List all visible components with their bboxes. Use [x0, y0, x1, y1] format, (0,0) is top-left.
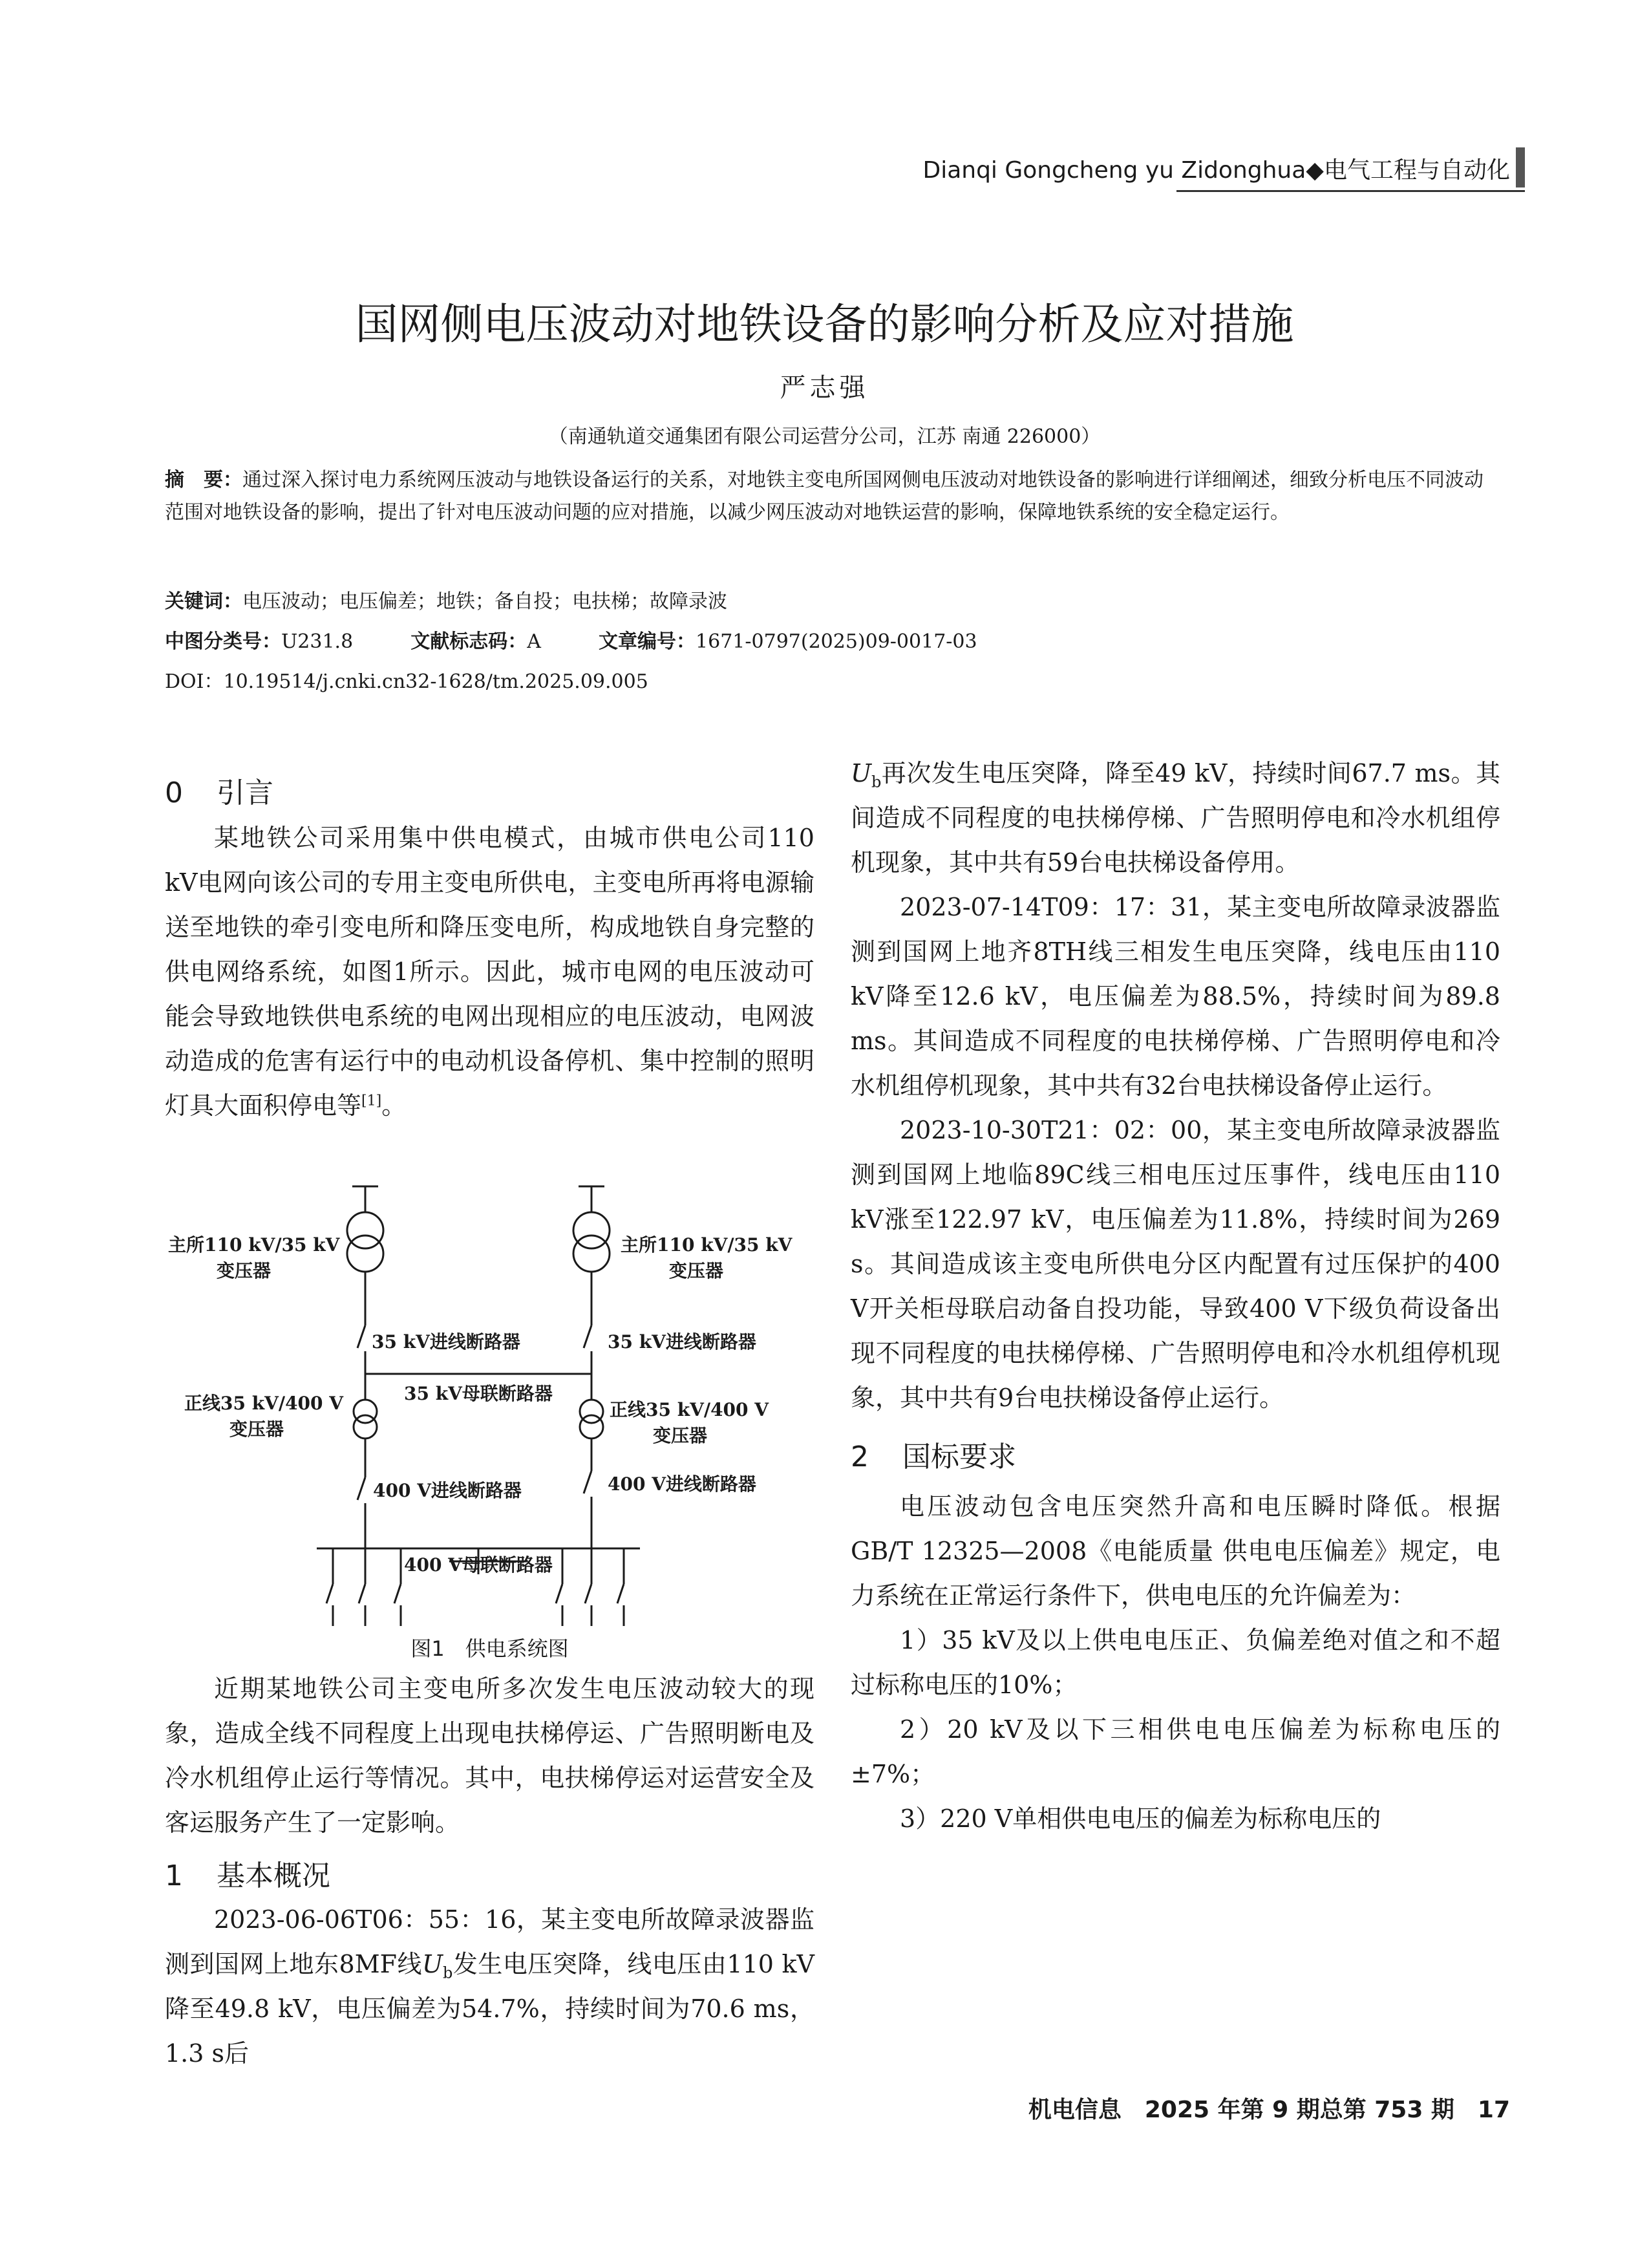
article-author: 严志强 [780, 373, 869, 403]
abstract [165, 464, 1490, 529]
running-header: Dianqi Gongcheng yu Zidonghua◆电气工程与自动化 [922, 157, 1510, 184]
header-bar [1516, 147, 1525, 187]
right-main-tx-coil-1 [573, 1212, 610, 1248]
s1-p1-part-c: 再次发生电压突降，降至49 kV，持续时间67.7 ms。其间造成不同程度的电扶梯停梯、广告照明停电和冷水机组停机现象，其中共有59台电扶梯设备停用。 [851, 759, 1500, 877]
s1-paragraph-1-left [165, 1898, 814, 2068]
intro-p1-text: 某地铁公司采用集中供电模式，由城市供电公司110 kV电网向该公司的专用主变电所供电，主变电所再将电源输送至地铁的牵引变电所和降压变电所，构成地铁自身完整的供电网络系统，如图1所示。因此，城市电网的电压波动可能会导致地铁供电系统的电网出现相应的电压波动，电网波动造成的危害有运行中的电动机设备停机、集中控制的照明灯具大面积停电等 [165, 824, 814, 1120]
label-tx400-right-1: 正线35 kV/400 V [610, 1399, 769, 1420]
section-1-title: 基本概况 [217, 1859, 330, 1892]
keywords-text: 电压波动；电压偏差；地铁；备自投；电扶梯；故障录波 [242, 590, 727, 613]
section-0-title: 引言 [217, 776, 273, 809]
intro-paragraph-1 [165, 816, 814, 1128]
section-2-number: 2 [851, 1440, 869, 1473]
doi-label: DOI： [165, 670, 224, 693]
right-main-tx-coil-2 [573, 1236, 610, 1272]
label-cb35-left: 35 kV进线断路器 [372, 1331, 520, 1353]
label-cb400-left: 400 V进线断路器 [373, 1480, 522, 1501]
article-no-label: 文章编号： [599, 630, 696, 653]
figure-caption: 图1 供电系统图 [410, 1636, 569, 1661]
s1-p1-part-a: 2023-06-06T06：55：16，某主变电所故障录波器监测到国网上地东8MF线 [165, 1905, 814, 1978]
right-column [851, 751, 1500, 1841]
article-affiliation: （南通轨道交通集团有限公司运营分公司，江苏 南通 226000） [548, 425, 1101, 448]
intro-paragraph-2 [165, 1667, 814, 1845]
citation-ref: [1] [361, 1093, 382, 1109]
right-35kv-breaker [584, 1325, 591, 1348]
article-no-value: 1671-0797(2025)09-0017-03 [696, 630, 977, 653]
s2-item-2: 2）20 kV及以下三相供电电压偏差为标称电压的±7%； [851, 1715, 1500, 1788]
article-title: 国网侧电压波动对地铁设备的影响分析及应对措施 [355, 299, 1294, 349]
ub-subscript: b [443, 1963, 453, 1982]
label-main-tx-right-2: 变压器 [669, 1260, 724, 1281]
section-1-heading [165, 1852, 330, 1894]
label-tx400-right-2: 变压器 [653, 1425, 708, 1446]
clc-value: U231.8 [281, 630, 354, 653]
left-400v-breaker [357, 1477, 365, 1500]
s2-paragraph-1: 电压波动包含电压突然升高和电压瞬时降低。根据GB/T 12325—2008《电能质量 供电电压偏差》规定，电力系统在正常运行条件下，供电电压的允许偏差为： [851, 1492, 1500, 1610]
ub-symbol-2: U [851, 759, 872, 787]
s1-paragraph-2: 2023-07-14T09：17：31，某主变电所故障录波器监测到国网上地齐8TH线三相发生电压突降，线电压由110 kV降至12.6 kV，电压偏差为88.5%，持续时间为89.8 ms。其间造成不同程度的电扶梯停梯、广告照明停电和冷水机组停机现象，其中共有32台电扶梯设备停止运行。 [851, 893, 1500, 1100]
classification-line [165, 626, 1490, 658]
left-main-tx-coil-1 [347, 1212, 383, 1248]
doc-code-label: 文献标志码： [410, 630, 527, 653]
section-2-heading [851, 1435, 1500, 1479]
left-35kv-breaker [357, 1325, 365, 1348]
keywords [165, 586, 1490, 618]
clc-label: 中图分类号： [165, 630, 281, 653]
doi-line [165, 666, 1490, 698]
diagram-svg [165, 1186, 814, 1626]
left-main-tx-coil-2 [347, 1236, 383, 1272]
doi-value: 10.19514/j.cnki.cn32-1628/tm.2025.09.005 [223, 670, 648, 693]
label-bus-tie-400: 400 V母联断路器 [404, 1554, 553, 1576]
page-footer: 机电信息 2025 年第 9 期总第 753 期 17 [1028, 2097, 1510, 2123]
s2-item-3: 3）220 V单相供电电压的偏差为标称电压的 [900, 1804, 1381, 1833]
label-main-tx-right-1: 主所110 kV/35 kV [621, 1234, 793, 1256]
label-cb35-right: 35 kV进线断路器 [608, 1331, 756, 1353]
label-tx400-left-1: 正线35 kV/400 V [184, 1393, 343, 1414]
header-rule [1176, 190, 1525, 192]
label-tx400-left-2: 变压器 [229, 1418, 284, 1440]
section-2-title: 国标要求 [902, 1440, 1016, 1473]
abstract-text: 通过深入探讨电力系统网压波动与地铁设备运行的关系，对地铁主变电所国网侧电压波动对地铁设备的影响进行详细阐述，细致分析电压不同波动范围对地铁设备的影响，提出了针对电压波动问题的应对措施，以减少网压波动对地铁运营的影响，保障地铁系统的安全稳定运行。 [165, 469, 1484, 524]
intro-p1-end: 。 [381, 1091, 407, 1120]
section-0-number: 0 [165, 776, 183, 809]
doc-code-value: A [527, 630, 541, 653]
keywords-label: 关键词： [165, 590, 242, 613]
right-400v-breaker [584, 1471, 591, 1493]
ub-symbol: U [421, 1950, 443, 1978]
supply-system-diagram [165, 1186, 814, 1626]
section-1-number: 1 [165, 1859, 183, 1892]
label-main-tx-left-1: 主所110 kV/35 kV [168, 1234, 340, 1256]
label-cb400-right: 400 V进线断路器 [608, 1473, 756, 1495]
abstract-label: 摘 要： [165, 469, 242, 491]
s2-item-1: 1）35 kV及以上供电电压正、负偏差绝对值之和不超过标称电压的10%； [851, 1626, 1500, 1699]
intro-p2-text: 近期某地铁公司主变电所多次发生电压波动较大的现象，造成全线不同程度上出现电扶梯停运、广告照明断电及冷水机组停止运行等情况。其中，电扶梯停运对运营安全及客运服务产生了一定影响。 [165, 1674, 814, 1837]
s1-paragraph-3: 2023-10-30T21：02：00，某主变电所故障录波器监测到国网上地临89C线三相电压过压事件，线电压由110 kV涨至122.97 kV，电压偏差为11.8%，持续时间为269 s。其间造成该主变电所供电分区内配置有过压保护的400 V开关柜母联启动备自投功能，导致400 V下级负荷设备出现不同程度的电扶梯停梯、广告照明停电和冷水机组停机现象，其中共有9台电扶梯设备停止运行。 [851, 1116, 1500, 1412]
label-main-tx-left-2: 变压器 [217, 1260, 271, 1281]
s1-paragraph-1-right [851, 751, 1500, 885]
right-400v-tx-coil-2 [580, 1415, 603, 1439]
section-0-heading [165, 769, 273, 811]
label-bus-tie-35: 35 kV母联断路器 [404, 1383, 553, 1404]
left-400v-tx-coil-2 [354, 1415, 377, 1439]
s1-p1-part-b: 发生电压突降，线电压由110 kV降至49.8 kV，电压偏差为54.7%，持续时间为70.6 ms，1.3 s后 [165, 1950, 814, 2068]
ub-subscript-2: b [871, 773, 882, 791]
